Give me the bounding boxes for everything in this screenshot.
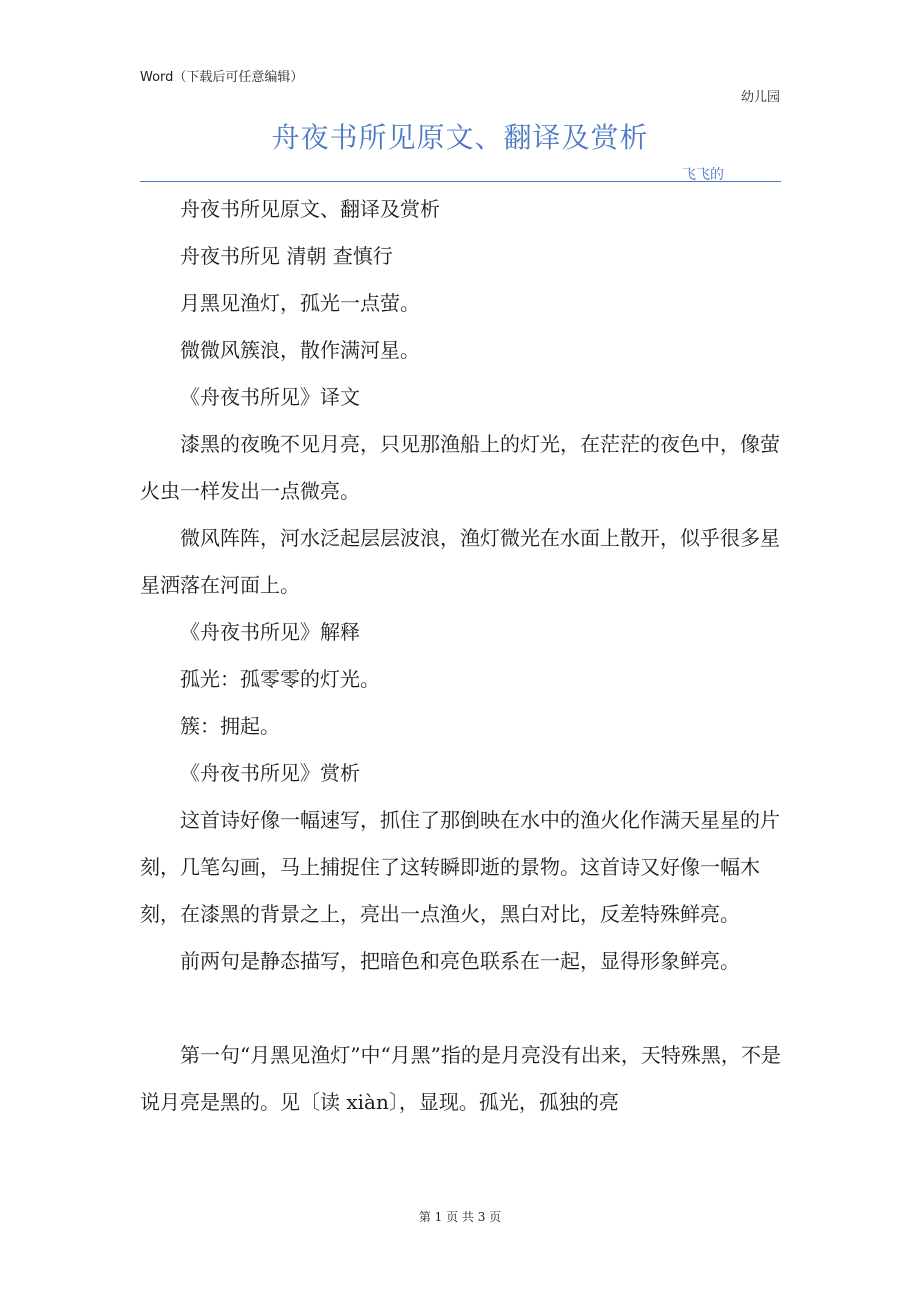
header-note: Word（下载后可任意编辑） <box>140 70 304 85</box>
paragraph: 前两句是静态描写，把暗色和亮色联系在一起，显得形象鲜亮。 <box>180 949 740 973</box>
page-footer: 第 1 页 共 3 页 <box>418 1210 502 1224</box>
document-author: 飞飞的 <box>682 167 724 183</box>
paragraph: 《舟夜书所见》解释 <box>180 620 360 644</box>
paragraph: 漆黑的夜晚不见月亮，只见那渔船上的灯光，在茫茫的夜色中，像萤火虫一样发出一点微亮。 <box>140 432 780 503</box>
header-divider <box>140 181 781 182</box>
header-category: 幼儿园 <box>740 90 780 105</box>
paragraph: 簇：拥起。 <box>180 714 280 738</box>
paragraph: 孤光：孤零零的灯光。 <box>180 667 380 691</box>
paragraph: 《舟夜书所见》赏析 <box>180 761 360 785</box>
paragraph: 第一句“月黑见渔灯”中“月黑”指的是月亮没有出来，天特殊黑，不是说月亮是黑的。见〔读 xiàn〕，显现。孤光，孤独的亮 <box>140 1043 781 1114</box>
paragraph: 微风阵阵，河水泛起层层波浪，渔灯微光在水面上散开，似乎很多星星洒落在河面上。 <box>140 526 780 597</box>
paragraph: 舟夜书所见 清朝 查慎行 <box>180 244 393 268</box>
paragraph: 月黑见渔灯，孤光一点萤。 <box>180 291 420 315</box>
paragraph: 这首诗好像一幅速写，抓住了那倒映在水中的渔火化作满天星星的片刻，几笔勾画，马上捕捉住了这转瞬即逝的景物。这首诗又好像一幅木刻，在漆黑的背景之上，亮出一点渔火，黑白对比，反差特殊鲜亮。 <box>140 808 780 926</box>
document-body <box>140 186 781 1126</box>
paragraph: 微微风簇浪，散作满河星。 <box>180 338 420 362</box>
paragraph: 《舟夜书所见》译文 <box>180 385 360 409</box>
blank-line <box>140 985 781 1032</box>
paragraph: 舟夜书所见原文、翻译及赏析 <box>180 197 440 221</box>
document-title: 舟夜书所见原文、翻译及赏析 <box>271 121 649 154</box>
